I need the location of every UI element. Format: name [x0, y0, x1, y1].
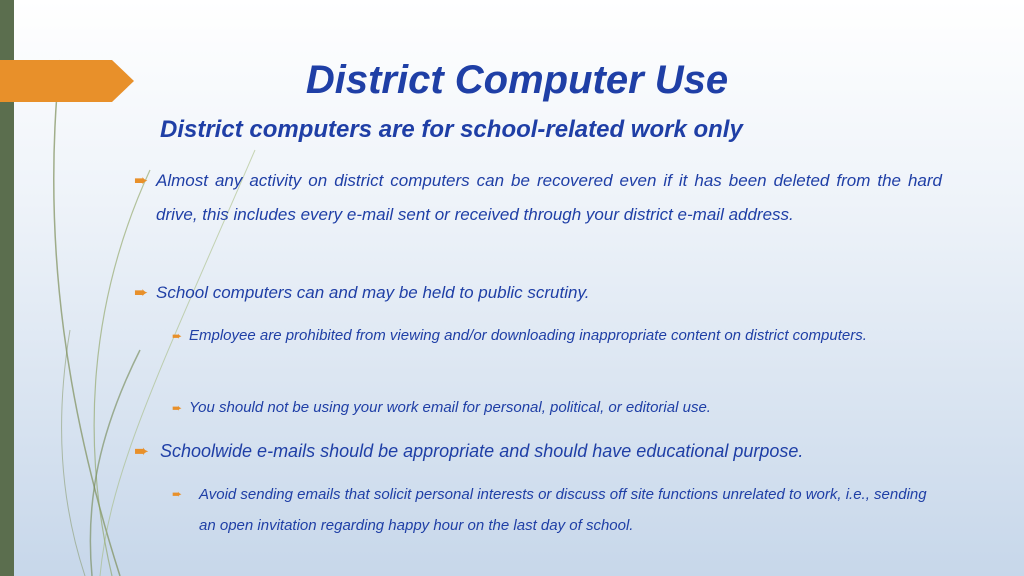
sub-bullet-item: [172, 395, 942, 421]
bullet-item: [134, 280, 942, 306]
bullet-text: Schoolwide e-mails should be appropriate and should have educational purpose.: [160, 441, 804, 461]
bullet-text: Avoid sending emails that solicit personal interests or discuss off site functions unrelated to work, i.e., sending an open invitation regarding happy hour on the last day of school.: [199, 486, 927, 534]
bullet-item: [134, 164, 942, 232]
bullet-text: School computers can and may be held to public scrutiny.: [156, 283, 590, 302]
arrow-bullet-icon: ➨: [134, 171, 149, 190]
bullet-text: Almost any activity on district computers can be recovered even if it has been deleted from the hard drive, this includes every e-mail sent or received through your district e-mail address.: [156, 171, 942, 224]
arrow-bullet-icon: ➨: [134, 441, 150, 461]
arrow-bullet-icon: ➨: [172, 487, 183, 501]
bullet-item: [134, 438, 942, 464]
slide-title: District Computer Use: [305, 58, 729, 102]
sub-bullet-item: [172, 479, 942, 541]
arrow-bullet-icon: ➨: [172, 329, 183, 343]
arrow-bullet-icon: ➨: [172, 401, 183, 415]
arrow-bullet-icon: ➨: [134, 283, 149, 302]
sub-bullet-item: [172, 321, 942, 351]
bullet-text: Employee are prohibited from viewing and/or downloading inappropriate content on district computers.: [189, 327, 867, 344]
slide-subtitle: District computers are for school-related work only: [160, 116, 743, 143]
bullet-text: You should not be using your work email for personal, political, or editorial use.: [189, 399, 711, 416]
